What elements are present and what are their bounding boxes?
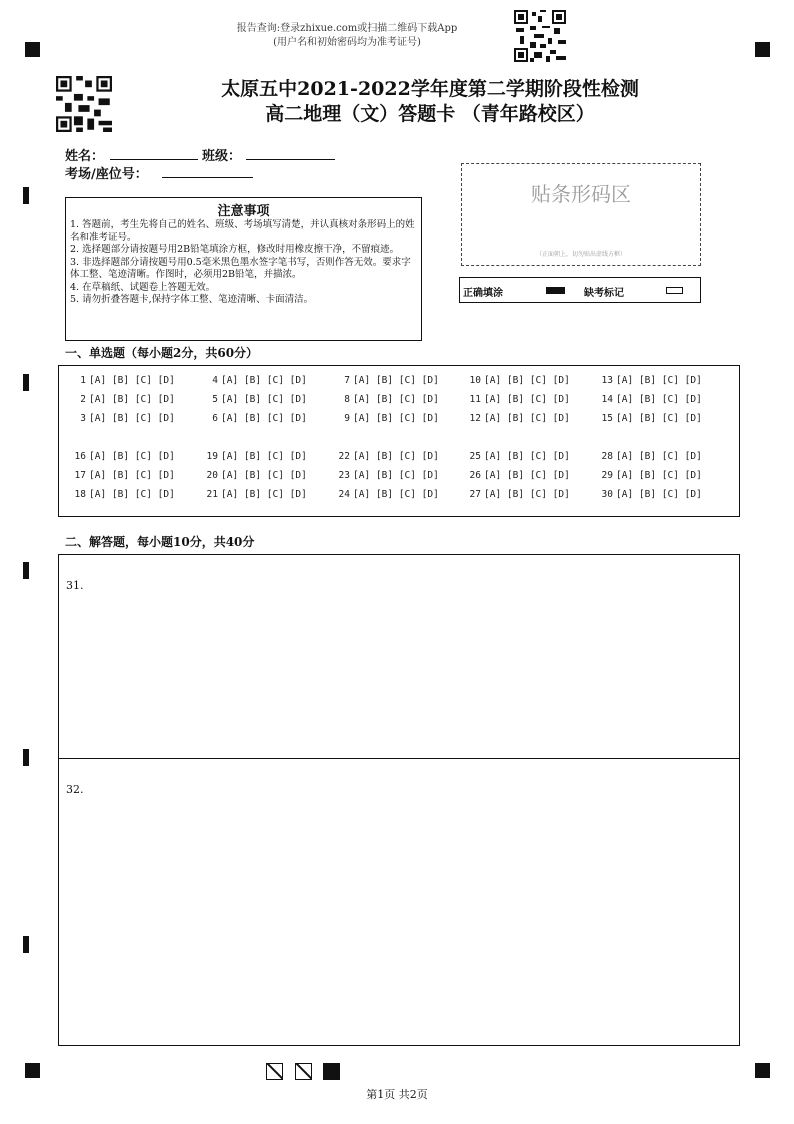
name-field[interactable] xyxy=(110,159,198,160)
question-9-options[interactable] xyxy=(334,413,439,424)
option-bubbles[interactable]: [A] [B] [C] [D] xyxy=(484,394,570,405)
question-10-options[interactable] xyxy=(465,375,570,386)
question-18-options[interactable] xyxy=(70,489,175,500)
seat-field[interactable] xyxy=(162,177,253,178)
question-28-options[interactable] xyxy=(597,451,702,462)
option-bubbles[interactable]: [A] [B] [C] [D] xyxy=(353,394,439,405)
scan-mark-solid xyxy=(323,1063,340,1080)
option-bubbles[interactable]: [A] [B] [C] [D] xyxy=(89,451,175,462)
qr-code-icon xyxy=(56,76,112,132)
question-number: 6 xyxy=(212,413,218,424)
qr-code-icon[interactable] xyxy=(514,10,566,62)
correct-fill-label: 正确填涂 xyxy=(463,288,503,299)
question-number: 21 xyxy=(206,489,218,500)
timing-mark xyxy=(23,187,29,204)
question-number: 28 xyxy=(601,451,613,462)
class-field[interactable] xyxy=(246,159,335,160)
option-bubbles[interactable]: [A] [B] [C] [D] xyxy=(484,451,570,462)
scan-mark-crossed xyxy=(295,1063,312,1080)
question-21-options[interactable] xyxy=(202,489,307,500)
option-bubbles[interactable]: [A] [B] [C] [D] xyxy=(221,394,307,405)
question-5-options[interactable] xyxy=(202,394,307,405)
option-bubbles[interactable]: [A] [B] [C] [D] xyxy=(353,451,439,462)
option-bubbles[interactable]: [A] [B] [C] [D] xyxy=(484,413,570,424)
notice-title: 注意事项 xyxy=(217,204,270,219)
question-14-options[interactable] xyxy=(597,394,702,405)
option-bubbles[interactable]: [A] [B] [C] [D] xyxy=(484,375,570,386)
option-bubbles[interactable]: [A] [B] [C] [D] xyxy=(221,489,307,500)
question-number: 26 xyxy=(469,470,481,481)
absent-mark-box[interactable] xyxy=(666,287,683,294)
option-bubbles[interactable]: [A] [B] [C] [D] xyxy=(484,470,570,481)
exam-subtitle: 高二地理（文）答题卡 （青年路校区） xyxy=(265,103,595,125)
question-4-options[interactable] xyxy=(202,375,307,386)
option-bubbles[interactable]: [A] [B] [C] [D] xyxy=(616,489,702,500)
question-24-options[interactable] xyxy=(334,489,439,500)
page-number: 第1页 共2页 xyxy=(366,1088,428,1101)
timing-mark xyxy=(23,936,29,953)
question-number: 9 xyxy=(344,413,350,424)
question-26-options[interactable] xyxy=(465,470,570,481)
notice-box xyxy=(65,197,422,341)
question-number: 31. xyxy=(66,579,84,592)
question-8-options[interactable] xyxy=(334,394,439,405)
answer-area-31[interactable] xyxy=(58,554,740,759)
barcode-area-title: 贴条形码区 xyxy=(531,182,631,206)
section-heading-short-answer: 二、解答题，每小题10分，共40分 xyxy=(65,535,255,549)
barcode-area[interactable] xyxy=(461,163,701,266)
notice-item: 5. 请勿折叠答题卡,保持字体工整、笔迹清晰、卡面清洁。 xyxy=(70,294,314,305)
fill-legend xyxy=(459,277,701,303)
option-bubbles[interactable]: [A] [B] [C] [D] xyxy=(89,489,175,500)
report-query-note xyxy=(0,22,694,50)
correct-fill-sample xyxy=(546,287,565,294)
absent-mark-label: 缺考标记 xyxy=(584,288,624,299)
note-line-2: (用户名和初始密码均为准考证号) xyxy=(273,37,421,48)
option-bubbles[interactable]: [A] [B] [C] [D] xyxy=(89,375,175,386)
question-17-options[interactable] xyxy=(70,470,175,481)
option-bubbles[interactable]: [A] [B] [C] [D] xyxy=(616,470,702,481)
question-number: 7 xyxy=(344,375,350,386)
question-number: 14 xyxy=(601,394,613,405)
option-bubbles[interactable]: [A] [B] [C] [D] xyxy=(89,470,175,481)
question-number: 19 xyxy=(206,451,218,462)
option-bubbles[interactable]: [A] [B] [C] [D] xyxy=(221,470,307,481)
notice-item: 1. 答题前，考生先将自己的姓名、班级、考场填写清楚，并认真核对条形码上的姓名和准考证号。 xyxy=(70,219,415,243)
question-3-options[interactable] xyxy=(70,413,175,424)
multiple-choice-grid xyxy=(58,365,740,517)
option-bubbles[interactable]: [A] [B] [C] [D] xyxy=(353,470,439,481)
question-number: 30 xyxy=(601,489,613,500)
answer-area-32[interactable] xyxy=(58,758,740,1046)
timing-mark xyxy=(23,562,29,579)
barcode-area-hint: （正面朝上，切勿贴出虚线方框） xyxy=(535,251,626,258)
question-1-options[interactable] xyxy=(70,375,175,386)
question-number: 12 xyxy=(469,413,481,424)
note-line-1: 报告查询:登录zhixue.com或扫描二维码下载App xyxy=(236,23,458,34)
question-number: 24 xyxy=(338,489,350,500)
question-number: 5 xyxy=(212,394,218,405)
question-16-options[interactable] xyxy=(70,451,175,462)
question-30-options[interactable] xyxy=(597,489,702,500)
scan-mark-crossed xyxy=(266,1063,283,1080)
question-19-options[interactable] xyxy=(202,451,307,462)
question-27-options[interactable] xyxy=(465,489,570,500)
notice-item: 4. 在草稿纸、试题卷上答题无效。 xyxy=(70,281,216,293)
question-number: 18 xyxy=(74,489,86,500)
question-number: 3 xyxy=(80,413,86,424)
option-bubbles[interactable]: [A] [B] [C] [D] xyxy=(484,489,570,500)
question-number: 22 xyxy=(338,451,350,462)
option-bubbles[interactable]: [A] [B] [C] [D] xyxy=(221,413,307,424)
question-7-options[interactable] xyxy=(334,375,439,386)
question-number: 17 xyxy=(74,470,86,481)
question-11-options[interactable] xyxy=(465,394,570,405)
seat-label: 考场/座位号： xyxy=(65,167,148,182)
question-2-options[interactable] xyxy=(70,394,175,405)
question-22-options[interactable] xyxy=(334,451,439,462)
registration-mark xyxy=(755,1063,770,1078)
class-label: 班级： xyxy=(202,149,242,164)
question-number: 16 xyxy=(74,451,86,462)
question-number: 11 xyxy=(469,394,481,405)
registration-mark xyxy=(25,1063,40,1078)
option-bubbles[interactable]: [A] [B] [C] [D] xyxy=(221,451,307,462)
question-15-options[interactable] xyxy=(597,413,702,424)
notice-item: 2. 选择题部分请按题号用2B铅笔填涂方框，修改时用橡皮擦干净，不留痕迹。 xyxy=(70,244,400,255)
question-number: 25 xyxy=(469,451,481,462)
question-number: 1 xyxy=(80,375,86,386)
question-6-options[interactable] xyxy=(202,413,307,424)
notice-item: 3. 非选择题部分请按题号用0.5毫米黑色墨水签字笔书写，否则作答无效。要求字体工整、笔迹清晰。作图时，必须用2B铅笔，并描浓。 xyxy=(70,256,411,280)
question-number: 32. xyxy=(66,783,84,796)
option-bubbles[interactable]: [A] [B] [C] [D] xyxy=(89,413,175,424)
option-bubbles[interactable]: [A] [B] [C] [D] xyxy=(221,375,307,386)
exam-title: 太原五中2021-2022学年度第二学期阶段性检测 xyxy=(221,78,639,100)
question-12-options[interactable] xyxy=(465,413,570,424)
question-29-options[interactable] xyxy=(597,470,702,481)
timing-mark xyxy=(23,374,29,391)
question-23-options[interactable] xyxy=(334,470,439,481)
registration-mark xyxy=(755,42,770,57)
question-20-options[interactable] xyxy=(202,470,307,481)
timing-mark xyxy=(23,749,29,766)
option-bubbles[interactable]: [A] [B] [C] [D] xyxy=(616,451,702,462)
question-13-options[interactable] xyxy=(597,375,702,386)
question-number: 4 xyxy=(212,375,218,386)
option-bubbles[interactable]: [A] [B] [C] [D] xyxy=(616,375,702,386)
question-number: 29 xyxy=(601,470,613,481)
question-number: 2 xyxy=(80,394,86,405)
question-number: 13 xyxy=(601,375,613,386)
option-bubbles[interactable]: [A] [B] [C] [D] xyxy=(616,394,702,405)
option-bubbles[interactable]: [A] [B] [C] [D] xyxy=(616,413,702,424)
question-number: 23 xyxy=(338,470,350,481)
option-bubbles[interactable]: [A] [B] [C] [D] xyxy=(353,489,439,500)
option-bubbles[interactable]: [A] [B] [C] [D] xyxy=(353,413,439,424)
section-heading-multiple-choice: 一、单选题（每小题2分，共60分） xyxy=(65,346,259,360)
question-number: 15 xyxy=(601,413,613,424)
question-number: 20 xyxy=(206,470,218,481)
question-number: 8 xyxy=(344,394,350,405)
option-bubbles[interactable]: [A] [B] [C] [D] xyxy=(89,394,175,405)
option-bubbles[interactable]: [A] [B] [C] [D] xyxy=(353,375,439,386)
question-number: 27 xyxy=(469,489,481,500)
question-number: 10 xyxy=(469,375,481,386)
name-label: 姓名： xyxy=(65,149,105,164)
question-25-options[interactable] xyxy=(465,451,570,462)
